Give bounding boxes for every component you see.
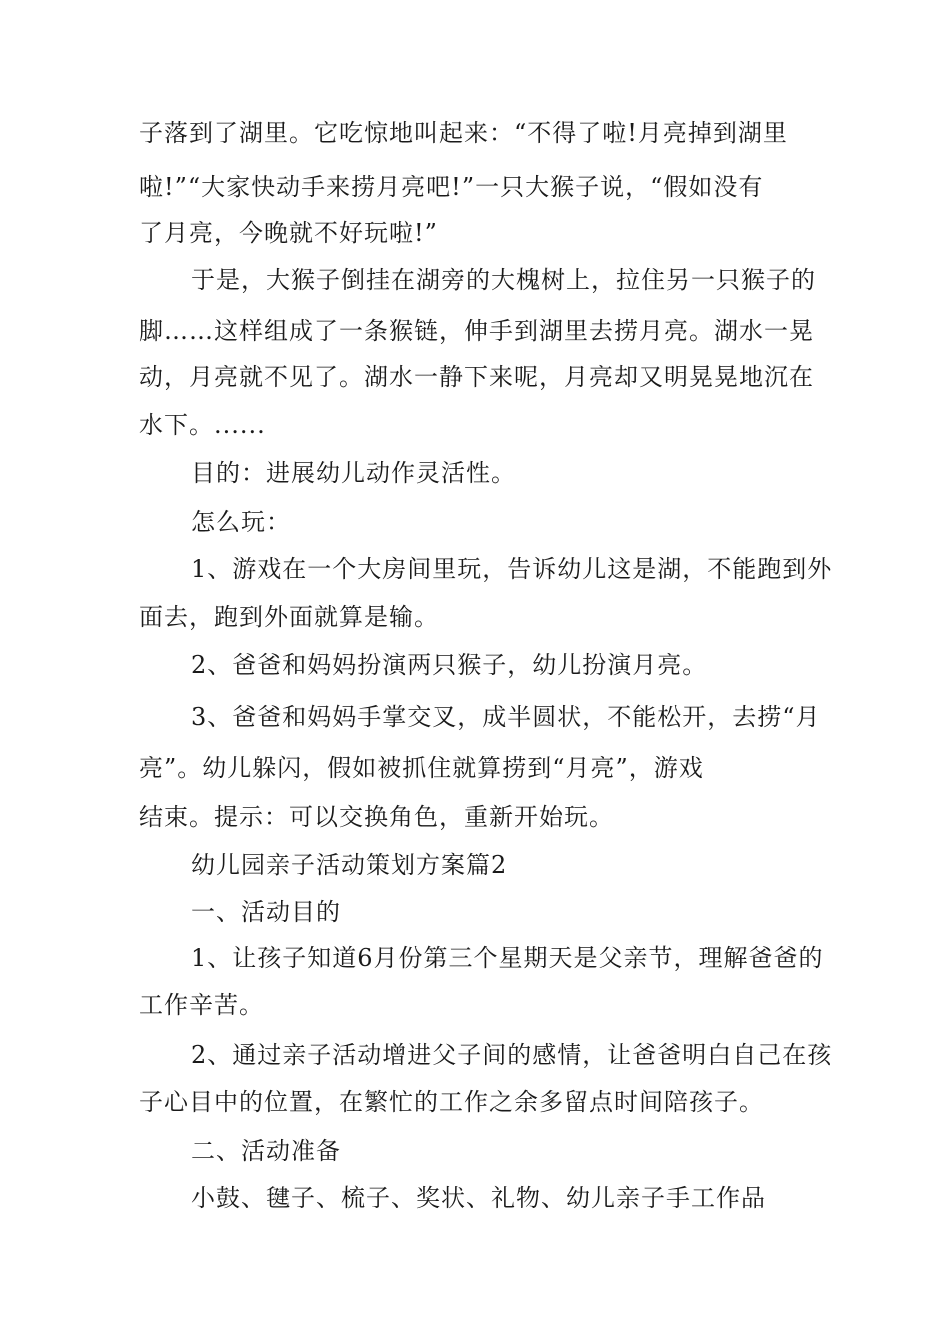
text-line: 啦!”“大家快动手来捞月亮吧!”一只大猴子说，“假如没有	[139, 173, 764, 201]
text-line: 目的：进展幼儿动作灵活性。	[191, 459, 516, 487]
text-line: 小鼓、毽子、梳子、奖状、礼物、幼儿亲子手工作品	[191, 1184, 766, 1212]
text-line: 面去，跑到外面就算是输。	[139, 603, 439, 631]
text-line: 子心目中的位置，在繁忙的工作之余多留点时间陪孩子。	[139, 1088, 764, 1116]
text-line: 子落到了湖里。它吃惊地叫起来：“不得了啦!月亮掉到湖里	[139, 119, 788, 147]
text-line: 脚……这样组成了一条猴链，伸手到湖里去捞月亮。湖水一晃	[139, 317, 814, 345]
text-line: 2、爸爸和妈妈扮演两只猴子，幼儿扮演月亮。	[191, 651, 708, 679]
text-line: 1、让孩子知道6月份第三个星期天是父亲节，理解爸爸的	[191, 944, 824, 972]
text-line: 2、通过亲子活动增进父子间的感情，让爸爸明白自己在孩	[191, 1041, 833, 1069]
text-line: 动，月亮就不见了。湖水一静下来呢，月亮却又明晃晃地沉在	[139, 363, 814, 391]
text-line: 工作辛苦。	[139, 991, 264, 1019]
text-line: 于是，大猴子倒挂在湖旁的大槐树上，拉住另一只猴子的	[191, 266, 816, 294]
text-line: 结束。提示：可以交换角色，重新开始玩。	[139, 803, 614, 831]
section-heading: 一、活动目的	[191, 898, 341, 926]
text-line: 怎么玩：	[191, 508, 291, 536]
section-heading: 幼儿园亲子活动策划方案篇2	[191, 851, 508, 879]
text-line: 水下。......	[139, 411, 266, 439]
text-line: 亮”。幼儿躲闪，假如被抓住就算捞到“月亮”，游戏	[139, 754, 704, 782]
section-heading: 二、活动准备	[191, 1137, 341, 1165]
text-line: 了月亮，今晚就不好玩啦!”	[139, 219, 438, 247]
text-line: 3、爸爸和妈妈手掌交叉，成半圆状，不能松开，去捞“月	[191, 703, 821, 731]
text-line: 1、游戏在一个大房间里玩，告诉幼儿这是湖，不能跑到外	[191, 555, 833, 583]
